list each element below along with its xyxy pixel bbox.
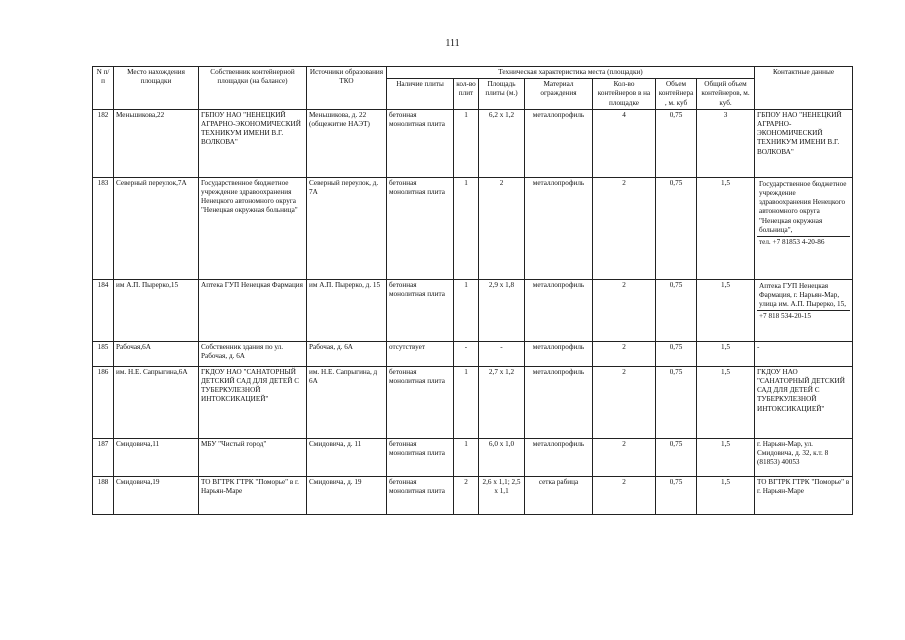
cell-fence: сетка рабица (525, 476, 593, 514)
cell-contact: - (755, 341, 853, 366)
cell-fence: металлопрофиль (525, 177, 593, 279)
cell-owner: Собственник здания по ул. Рабочая, д. 6А (199, 341, 307, 366)
header-sources: Источники образования ТКО (307, 67, 387, 110)
cell-slab-count: 1 (454, 438, 479, 476)
cell-location: им. Н.Е. Сапрыгина,6А (114, 366, 199, 438)
cell-sources: им. Н.Е. Сапрыгина, д 6А (307, 366, 387, 438)
cell-sources: Рабочая, д. 6А (307, 341, 387, 366)
cell-location: Смидовича,19 (114, 476, 199, 514)
cell-slab: бетонная монолитная плита (387, 109, 454, 177)
cell-containers: 2 (593, 341, 656, 366)
cell-slab: бетонная монолитная плита (387, 177, 454, 279)
cell-sources: им А.П. Пырерко, д. 15 (307, 279, 387, 341)
header-total-volume: Общий объем контейнеров, м. куб. (697, 79, 755, 110)
table-row (93, 476, 853, 514)
cell-contact (755, 177, 853, 279)
cell-slab-area: 2,9 х 1,8 (479, 279, 525, 341)
header-container-volume: Объем контейнера, м. куб (656, 79, 697, 110)
cell-containers: 2 (593, 366, 656, 438)
cell-fence: металлопрофиль (525, 438, 593, 476)
cell-owner: ТО ВГТРК ГТРК "Поморье" в г. Нарьян-Маре (199, 476, 307, 514)
table-row (93, 279, 853, 341)
cell-sources: Смидовича, д. 19 (307, 476, 387, 514)
header-location: Место нахождения площадки (114, 67, 199, 110)
header-owner: Собственник контейнерной площадки (на балансе) (199, 67, 307, 110)
cell-sources: Северный переулок, д. 7А (307, 177, 387, 279)
cell-container-volume: 0,75 (656, 109, 697, 177)
cell-location: Меньшикова,22 (114, 109, 199, 177)
contact-main: Государственное бюджетное учреждение здравоохранения Ненецкого автономного округа "Ненецкая окружная больница", (759, 179, 847, 234)
cell-total-volume: 1,5 (697, 279, 755, 341)
cell-sources: Смидовича, д. 11 (307, 438, 387, 476)
cell-container-volume: 0,75 (656, 438, 697, 476)
cell-container-volume: 0,75 (656, 279, 697, 341)
cell-container-volume: 0,75 (656, 177, 697, 279)
cell-contact: ГБПОУ НАО "НЕНЕЦКИЙ АГРАРНО-ЭКОНОМИЧЕСКИЙ ТЕХНИКУМ ИМЕНИ В.Г. ВОЛКОВА" (755, 109, 853, 177)
cell-total-volume: 1,5 (697, 476, 755, 514)
header-tech-group: Техническая характеристика места (площадки) (387, 67, 755, 79)
header-contacts: Контактные данные (755, 67, 853, 110)
cell-location: Рабочая,6А (114, 341, 199, 366)
cell-total-volume: 3 (697, 109, 755, 177)
cell-num: 182 (93, 109, 114, 177)
contact-extra: +7 818 534-20-15 (757, 310, 850, 322)
cell-total-volume: 1,5 (697, 366, 755, 438)
cell-contact: г. Нарьян-Мар, ул. Смидовича, д. 32, к.т. 8 (81853) 40053 (755, 438, 853, 476)
cell-contact (755, 279, 853, 341)
header-slab: Наличие плиты (387, 79, 454, 110)
cell-slab-area: - (479, 341, 525, 366)
container-sites-table (92, 66, 853, 515)
cell-owner: МБУ "Чистый город" (199, 438, 307, 476)
header-fence: Материал ограждения (525, 79, 593, 110)
cell-sources: Меньшикова, д. 22 (общежитие НАЭТ) (307, 109, 387, 177)
table-row (93, 177, 853, 279)
contact-main: Аптека ГУП Ненецкая Фармация, г. Нарьян-Мар, улица им. А.П. Пырерко, 15, (759, 281, 846, 309)
cell-owner: Государственное бюджетное учреждение здравоохранения Ненецкого автономного округа "Ненецкая окружная больница" (199, 177, 307, 279)
table-row (93, 438, 853, 476)
cell-slab-area: 2,7 х 1,2 (479, 366, 525, 438)
cell-container-volume: 0,75 (656, 341, 697, 366)
cell-total-volume: 1,5 (697, 177, 755, 279)
cell-total-volume: 1,5 (697, 341, 755, 366)
header-slab-area: Площадь плиты (м.) (479, 79, 525, 110)
cell-slab-count: 2 (454, 476, 479, 514)
table-row (93, 109, 853, 177)
cell-num: 183 (93, 177, 114, 279)
cell-location: им А.П. Пырерко,15 (114, 279, 199, 341)
cell-slab-area: 6,0 х 1,0 (479, 438, 525, 476)
table-row (93, 341, 853, 366)
cell-slab: отсутствует (387, 341, 454, 366)
cell-num: 187 (93, 438, 114, 476)
cell-total-volume: 1,5 (697, 438, 755, 476)
cell-slab-count: 1 (454, 366, 479, 438)
cell-slab-area: 2 (479, 177, 525, 279)
cell-containers: 2 (593, 476, 656, 514)
header-num: N п/п (93, 67, 114, 110)
cell-containers: 4 (593, 109, 656, 177)
header-slab-count: кол-во плит (454, 79, 479, 110)
cell-slab-count: 1 (454, 177, 479, 279)
cell-slab-count: 1 (454, 109, 479, 177)
cell-location: Северный переулок,7А (114, 177, 199, 279)
cell-owner: ГБПОУ НАО "НЕНЕЦКИЙ АГРАРНО-ЭКОНОМИЧЕСКИЙ ТЕХНИКУМ ИМЕНИ В.Г. ВОЛКОВА" (199, 109, 307, 177)
cell-num: 185 (93, 341, 114, 366)
cell-slab: бетонная монолитная плита (387, 279, 454, 341)
cell-slab-count: - (454, 341, 479, 366)
cell-fence: металлопрофиль (525, 366, 593, 438)
cell-slab: бетонная монолитная плита (387, 438, 454, 476)
cell-containers: 2 (593, 279, 656, 341)
cell-containers: 2 (593, 438, 656, 476)
header-containers: Кол-во контейнеров в на площадке (593, 79, 656, 110)
table-row (93, 366, 853, 438)
cell-num: 186 (93, 366, 114, 438)
cell-fence: металлопрофиль (525, 109, 593, 177)
cell-slab: бетонная монолитная плита (387, 476, 454, 514)
cell-fence: металлопрофиль (525, 279, 593, 341)
page-number: 111 (445, 38, 460, 49)
cell-container-volume: 0,75 (656, 366, 697, 438)
cell-slab-area: 6,2 х 1,2 (479, 109, 525, 177)
cell-num: 188 (93, 476, 114, 514)
cell-fence: металлопрофиль (525, 341, 593, 366)
cell-slab-count: 1 (454, 279, 479, 341)
cell-owner: ГКДОУ НАО "САНАТОРНЫЙ ДЕТСКИЙ САД ДЛЯ ДЕТЕЙ С ТУБЕРКУЛЕЗНОЙ ИНТОКСИКАЦИЕЙ" (199, 366, 307, 438)
cell-owner: Аптека ГУП Ненецкая Фармация (199, 279, 307, 341)
cell-containers: 2 (593, 177, 656, 279)
cell-slab-area: 2,6 х 1,1; 2,5 х 1,1 (479, 476, 525, 514)
cell-contact: ТО ВГТРК ГТРК "Поморье" в г. Нарьян-Маре (755, 476, 853, 514)
cell-slab: бетонная монолитная плита (387, 366, 454, 438)
cell-container-volume: 0,75 (656, 476, 697, 514)
contact-extra: тел. +7 81853 4-20-86 (757, 236, 850, 248)
cell-num: 184 (93, 279, 114, 341)
cell-contact: ГКДОУ НАО "САНАТОРНЫЙ ДЕТСКИЙ САД ДЛЯ ДЕТЕЙ С ТУБЕРКУЛЕЗНОЙ ИНТОКСИКАЦИЕЙ" (755, 366, 853, 438)
cell-location: Смидовича,11 (114, 438, 199, 476)
